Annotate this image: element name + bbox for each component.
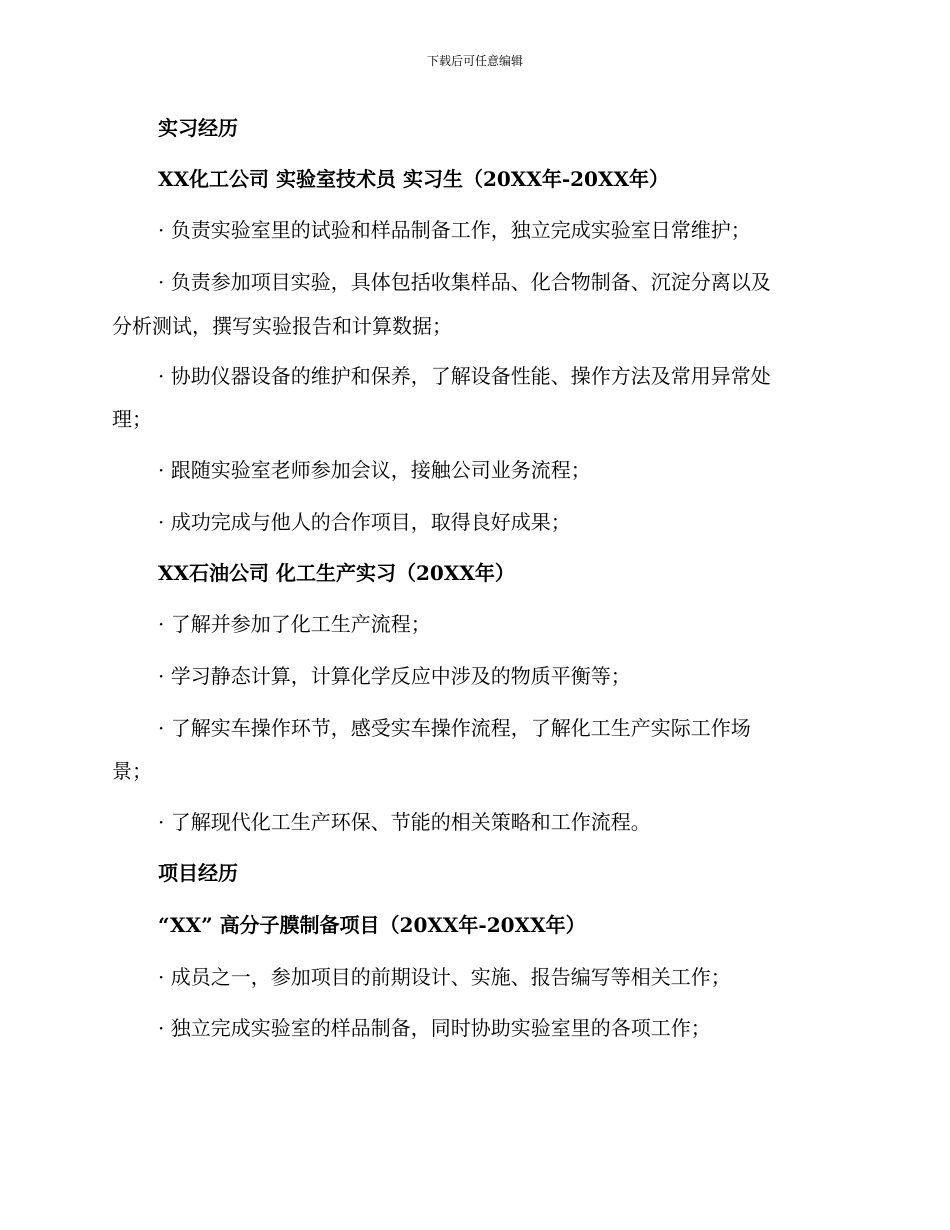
- bullet-item: · 了解实车操作环节，感受实车操作流程，了解化工生产实际工作场: [158, 716, 751, 740]
- bullet-item: · 独立完成实验室的样品制备，同时协助实验室里的各项工作；: [158, 1016, 711, 1040]
- bullet-item: · 了解现代化工生产环保、节能的相关策略和工作流程。: [158, 810, 651, 834]
- bullet-item-continuation: 景；: [112, 759, 152, 783]
- job-title-chemical-company: XX化工公司 实验室技术员 实习生（20XX年-20XX年）: [158, 167, 669, 191]
- section-title-projects: 项目经历: [158, 861, 238, 885]
- bullet-item: · 协助仪器设备的维护和保养，了解设备性能、操作方法及常用异常处: [158, 364, 771, 388]
- section-title-internship: 实习经历: [158, 116, 238, 140]
- bullet-item: · 负责参加项目实验，具体包括收集样品、化合物制备、沉淀分离以及: [158, 270, 771, 294]
- project-title-polymer-membrane: “XX” 高分子膜制备项目（20XX年-20XX年）: [158, 913, 586, 937]
- bullet-item: · 跟随实验室老师参加会议，接触公司业务流程；: [158, 458, 591, 482]
- bullet-item-continuation: 分析测试，撰写实验报告和计算数据；: [112, 314, 452, 338]
- bullet-item: · 负责实验室里的试验和样品制备工作，独立完成实验室日常维护；: [158, 218, 751, 242]
- page-header-note: 下载后可任意编辑: [426, 54, 523, 68]
- bullet-item: · 成员之一，参加项目的前期设计、实施、报告编写等相关工作；: [158, 965, 731, 989]
- bullet-item-continuation: 理；: [112, 407, 152, 431]
- job-title-petroleum-company: XX石油公司 化工生产实习（20XX年）: [158, 561, 515, 585]
- bullet-item: · 成功完成与他人的合作项目，取得良好成果；: [158, 510, 571, 534]
- bullet-item: · 学习静态计算，计算化学反应中涉及的物质平衡等；: [158, 664, 631, 688]
- bullet-item: · 了解并参加了化工生产流程；: [158, 612, 431, 636]
